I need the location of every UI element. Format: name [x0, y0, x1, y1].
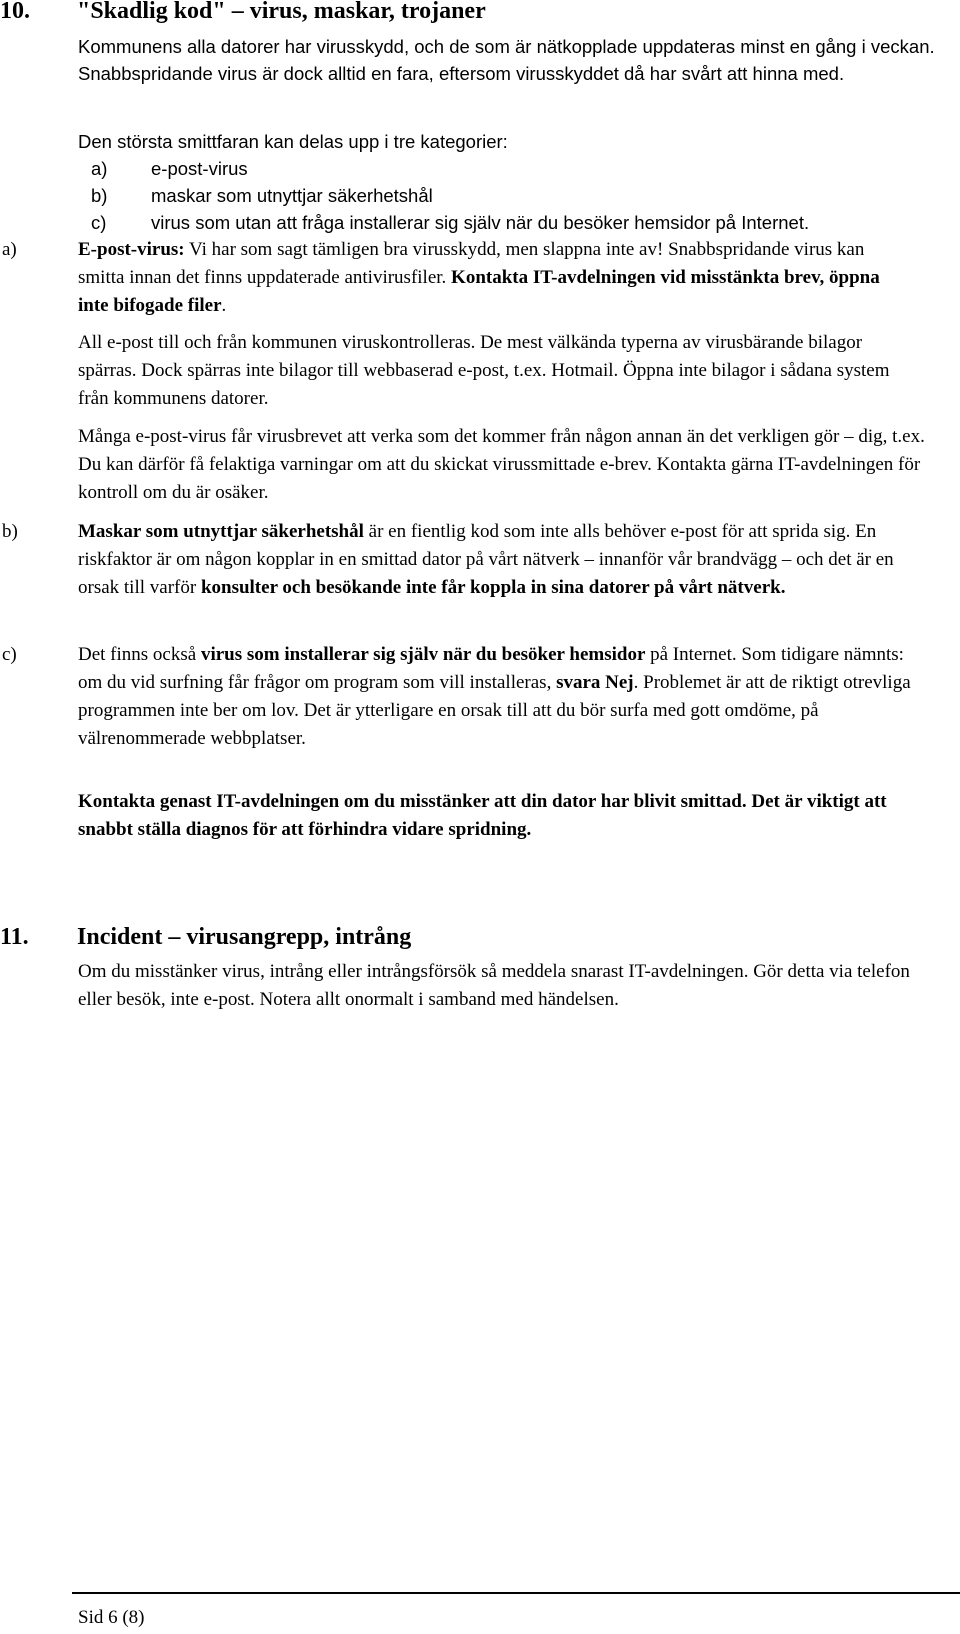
intro-paragraph: Kommunens alla datorer har virusskydd, och de som är nätkopplade uppdateras minst en gång i veckan. Snabbspridande virus är dock alltid en fara, eftersom virusskyddet då har svårt att hinna med. — [78, 36, 935, 84]
item-c-paragraph — [78, 641, 928, 753]
category-item — [91, 182, 433, 209]
item-a-paragraph — [78, 236, 908, 320]
category-text: virus som utan att fråga installerar sig själv när du besöker hemsidor på Internet. — [151, 212, 810, 233]
list-marker: c) — [91, 212, 107, 233]
item-a-text: Vi har som sagt tämligen bra virusskydd, men slappna inte av! Snabbspridande virus kan smitta innan det finns uppdaterade antivirusfiler. — [78, 239, 865, 288]
item-a-paragraph-2: All e-post till och från kommunen viruskontrolleras. De mest välkända typerna av virusbärande bilagor spärras. Dock spärras inte bilagor till webbaserad e-post, t.ex. Hotmail. Öppna inte bilagor i sådana system från kommunens datorer. — [78, 332, 890, 409]
closing-warning — [78, 788, 928, 844]
list-marker: b) — [91, 185, 108, 206]
item-c-text: på Internet. Som tidigare nämnts: om du vid surfning får frågor om program som vill installeras, — [78, 644, 904, 693]
closing-warning-text: Kontakta genast IT-avdelningen om du misstänker att din dator har blivit smittad. Det är viktigt att snabbt ställa diagnos för att förhindra vidare spridning. — [78, 791, 887, 840]
categories-intro: Den största smittfaran kan delas upp i tre kategorier: — [78, 131, 508, 152]
section-title: "Skadlig kod" – virus, maskar, trojaner — [77, 0, 486, 24]
item-b-lead: Maskar som utnyttjar säkerhetshål — [78, 521, 364, 542]
category-text: e-post-virus — [151, 158, 248, 179]
item-c-emphasis: svara Nej — [556, 672, 634, 693]
item-c-text: Det finns också — [78, 644, 201, 665]
footer-divider — [72, 1592, 960, 1594]
item-b-paragraph — [78, 518, 928, 602]
category-item — [91, 209, 810, 236]
section-title: Incident – virusangrepp, intrång — [77, 924, 412, 950]
item-a-lead: E-post-virus: — [78, 239, 185, 260]
section-number: 10. — [0, 0, 30, 24]
category-item — [91, 155, 248, 182]
section-11-body: Om du misstänker virus, intrång eller intrångsförsök så meddela snarast IT-avdelningen. Gör detta via telefon eller besök, inte e-post. Notera allt onormalt i samband med händelsen. — [78, 961, 910, 1010]
item-c-text: . Problemet är att de riktigt otrevliga programmen inte ber om lov. Det är ytterligare en orsak till att du bör surfa med gott omdöme, på välrenommerade webbplatser. — [78, 672, 911, 749]
section-number: 11. — [0, 924, 29, 950]
category-text: maskar som utnyttjar säkerhetshål — [151, 185, 433, 206]
item-a-paragraph-3: Många e-post-virus får virusbrevet att verka som det kommer från någon annan än det verkligen gör – dig, t.ex. Du kan därför få felaktiga varningar om att du skickat virussmittade e-brev. Kontakta gärna IT-avdelningen för kontroll om du är osäker. — [78, 426, 925, 503]
page-number: Sid 6 (8) — [78, 1607, 145, 1628]
item-a-emphasis: Kontakta IT-avdelningen vid misstänkta brev, öppna inte bifogade filer — [78, 267, 880, 316]
item-c-marker: c) — [2, 644, 17, 665]
item-b-text: är en fientlig kod som inte alls behöver e-post för att sprida sig. En riskfaktor är om någon kopplar in en smittad dator på vårt nätverk – innanför vår brandvägg – och det är en orsak till varför — [78, 521, 894, 598]
item-b-marker: b) — [2, 521, 18, 542]
item-c-emphasis: virus som installerar sig själv när du besöker hemsidor — [200, 644, 646, 665]
item-a-end: . — [221, 295, 227, 316]
item-a-marker: a) — [2, 239, 17, 260]
item-b-emphasis: konsulter och besökande inte får koppla in sina datorer på vårt nätverk. — [200, 577, 786, 598]
list-marker: a) — [91, 158, 108, 179]
